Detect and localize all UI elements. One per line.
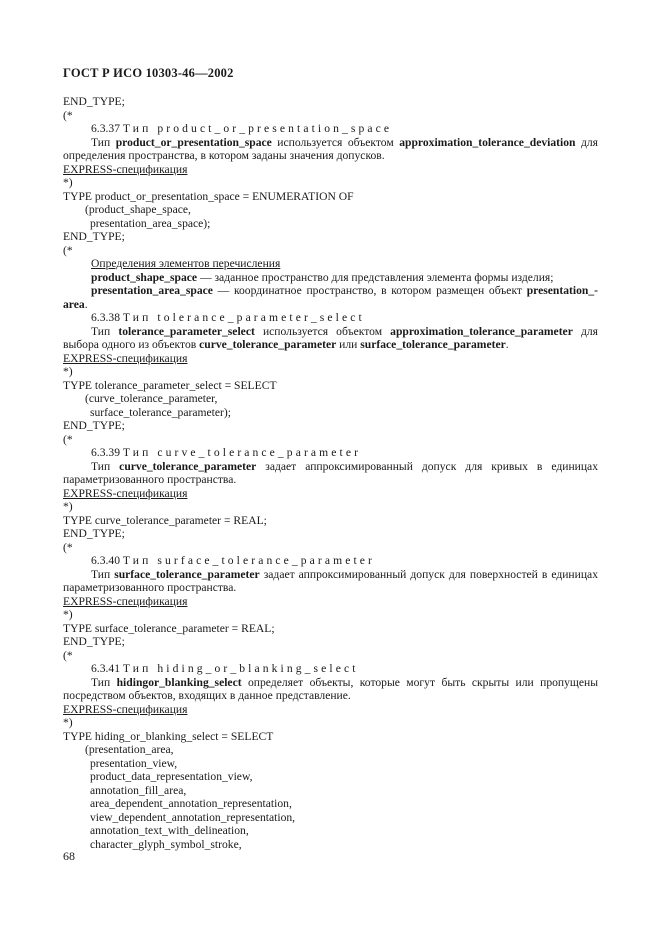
comment-close: *) <box>63 365 73 378</box>
comment-open: (* <box>63 108 73 122</box>
enum-definitions-heading: Определения элементов перечисления <box>91 257 281 270</box>
comment-close: *) <box>63 176 73 189</box>
text: определяет объекты, которые могут быть скрыты или пропущены посредством объектов, входящих в данное представление. <box>63 675 598 702</box>
text: . <box>505 338 509 351</box>
end-type-line: END_TYPE; <box>63 635 125 648</box>
term: approximation_tolerance_deviation <box>399 135 576 149</box>
section-heading-6-3-39 <box>63 446 598 460</box>
text: или <box>336 338 361 351</box>
term: curve_tolerance_parameter <box>199 338 337 351</box>
code-line: product_data_representation_view, <box>90 770 253 783</box>
code-declaration: TYPE hiding_or_blanking_select = SELECT <box>63 729 274 743</box>
text: — координатное пространство, в котором размещен объект <box>212 284 527 297</box>
term: tolerance_parameter_select <box>118 324 255 338</box>
text: . <box>84 297 88 311</box>
express-spec-label: EXPRESS-спецификация <box>63 594 188 608</box>
section-title: Тип product_or_presentation_space <box>122 122 393 135</box>
section-description <box>63 460 598 487</box>
term: presentation_area_space <box>91 284 213 297</box>
section-heading-6-3-40 <box>63 554 598 568</box>
text: для выбора одного из объектов <box>63 324 598 351</box>
section-heading-6-3-38 <box>63 311 598 325</box>
express-spec-label: EXPRESS-спецификация <box>63 702 188 716</box>
text: используется объектом <box>254 324 391 338</box>
end-type-line: END_TYPE; <box>63 419 125 432</box>
code-declaration: TYPE product_or_presentation_space = ENUMERATION OF <box>63 189 354 203</box>
section-number: 6.3.40 <box>91 554 120 567</box>
code-line: view_dependent_annotation_representation, <box>90 810 296 824</box>
page-header: ГОСТ Р ИСО 10303-46—2002 <box>63 66 234 80</box>
term: product_shape_space <box>91 270 198 284</box>
text: для определения пространства, в котором заданы значения допусков. <box>63 135 598 162</box>
section-title: Тип curve_tolerance_parameter <box>122 446 362 459</box>
term: presentation_-area <box>63 284 598 311</box>
term: product_or_presentation_space <box>115 135 272 149</box>
term: curve_tolerance_parameter <box>119 459 257 473</box>
end-type-line: END_TYPE; <box>63 527 125 540</box>
text: используется объектом <box>271 135 400 149</box>
section-heading-6-3-37 <box>63 122 598 136</box>
code-line: presentation_view, <box>90 756 178 770</box>
section-title: Тип surface_tolerance_parameter <box>122 554 375 567</box>
enum-definition <box>63 271 598 285</box>
text: Тип <box>91 675 117 689</box>
section-description <box>63 136 598 163</box>
section-title: Тип hiding_or_blanking_select <box>122 662 359 675</box>
section-number: 6.3.38 <box>91 311 120 324</box>
code-declaration: TYPE surface_tolerance_parameter = REAL; <box>63 621 275 635</box>
code-line: character_glyph_symbol_stroke, <box>90 837 242 851</box>
section-description <box>63 676 598 703</box>
text: задает аппроксимированный допуск для кривых в единицах параметризованного пространства. <box>63 459 599 486</box>
express-spec-label: EXPRESS-спецификация <box>63 351 188 365</box>
text: Тип <box>91 135 116 149</box>
comment-close: *) <box>63 716 73 729</box>
code-declaration: TYPE curve_tolerance_parameter = REAL; <box>63 513 267 527</box>
term: surface_tolerance_parameter <box>114 567 260 581</box>
end-type-line: END_TYPE; <box>63 230 125 243</box>
code-line: annotation_fill_area, <box>90 783 187 797</box>
code-declaration: TYPE tolerance_parameter_select = SELECT <box>63 378 277 392</box>
page-number: 68 <box>63 849 75 863</box>
comment-open: (* <box>63 432 73 446</box>
end-type-line: END_TYPE; <box>63 95 125 108</box>
code-line: surface_tolerance_parameter); <box>90 405 231 419</box>
section-number: 6.3.39 <box>91 446 120 459</box>
enum-definition <box>63 284 598 311</box>
express-spec-label: EXPRESS-спецификация <box>63 162 188 176</box>
code-line: (curve_tolerance_parameter, <box>85 392 218 405</box>
code-line: annotation_text_with_delineation, <box>90 824 249 837</box>
section-number: 6.3.37 <box>91 122 120 135</box>
text: Тип <box>91 567 115 581</box>
code-line: area_dependent_annotation_representation, <box>90 797 292 810</box>
text: задает аппроксимированный допуск для поверхностей в единицах параметризованного пространства. <box>63 567 598 594</box>
section-number: 6.3.41 <box>91 662 120 675</box>
comment-open: (* <box>63 243 73 257</box>
section-title: Тип tolerance_parameter_select <box>122 311 365 324</box>
section-description <box>63 568 598 595</box>
comment-open: (* <box>63 540 73 554</box>
express-spec-label: EXPRESS-спецификация <box>63 486 188 500</box>
term: hidingor_blanking_select <box>116 675 242 689</box>
term: surface_tolerance_parameter <box>360 338 506 351</box>
text: Тип <box>91 459 120 473</box>
page-content <box>63 95 598 851</box>
section-description <box>63 325 598 352</box>
term: approximation_tolerance_parameter <box>390 324 573 338</box>
text: — заданное пространство для представления элемента формы изделия; <box>197 270 554 284</box>
section-heading-6-3-41 <box>63 662 598 676</box>
comment-open: (* <box>63 648 73 662</box>
code-line: (presentation_area, <box>85 743 174 756</box>
code-line: (product_shape_space, <box>85 203 191 216</box>
comment-close: *) <box>63 500 73 513</box>
comment-close: *) <box>63 608 73 621</box>
text: Тип <box>91 324 119 338</box>
code-line: presentation_area_space); <box>90 216 211 230</box>
